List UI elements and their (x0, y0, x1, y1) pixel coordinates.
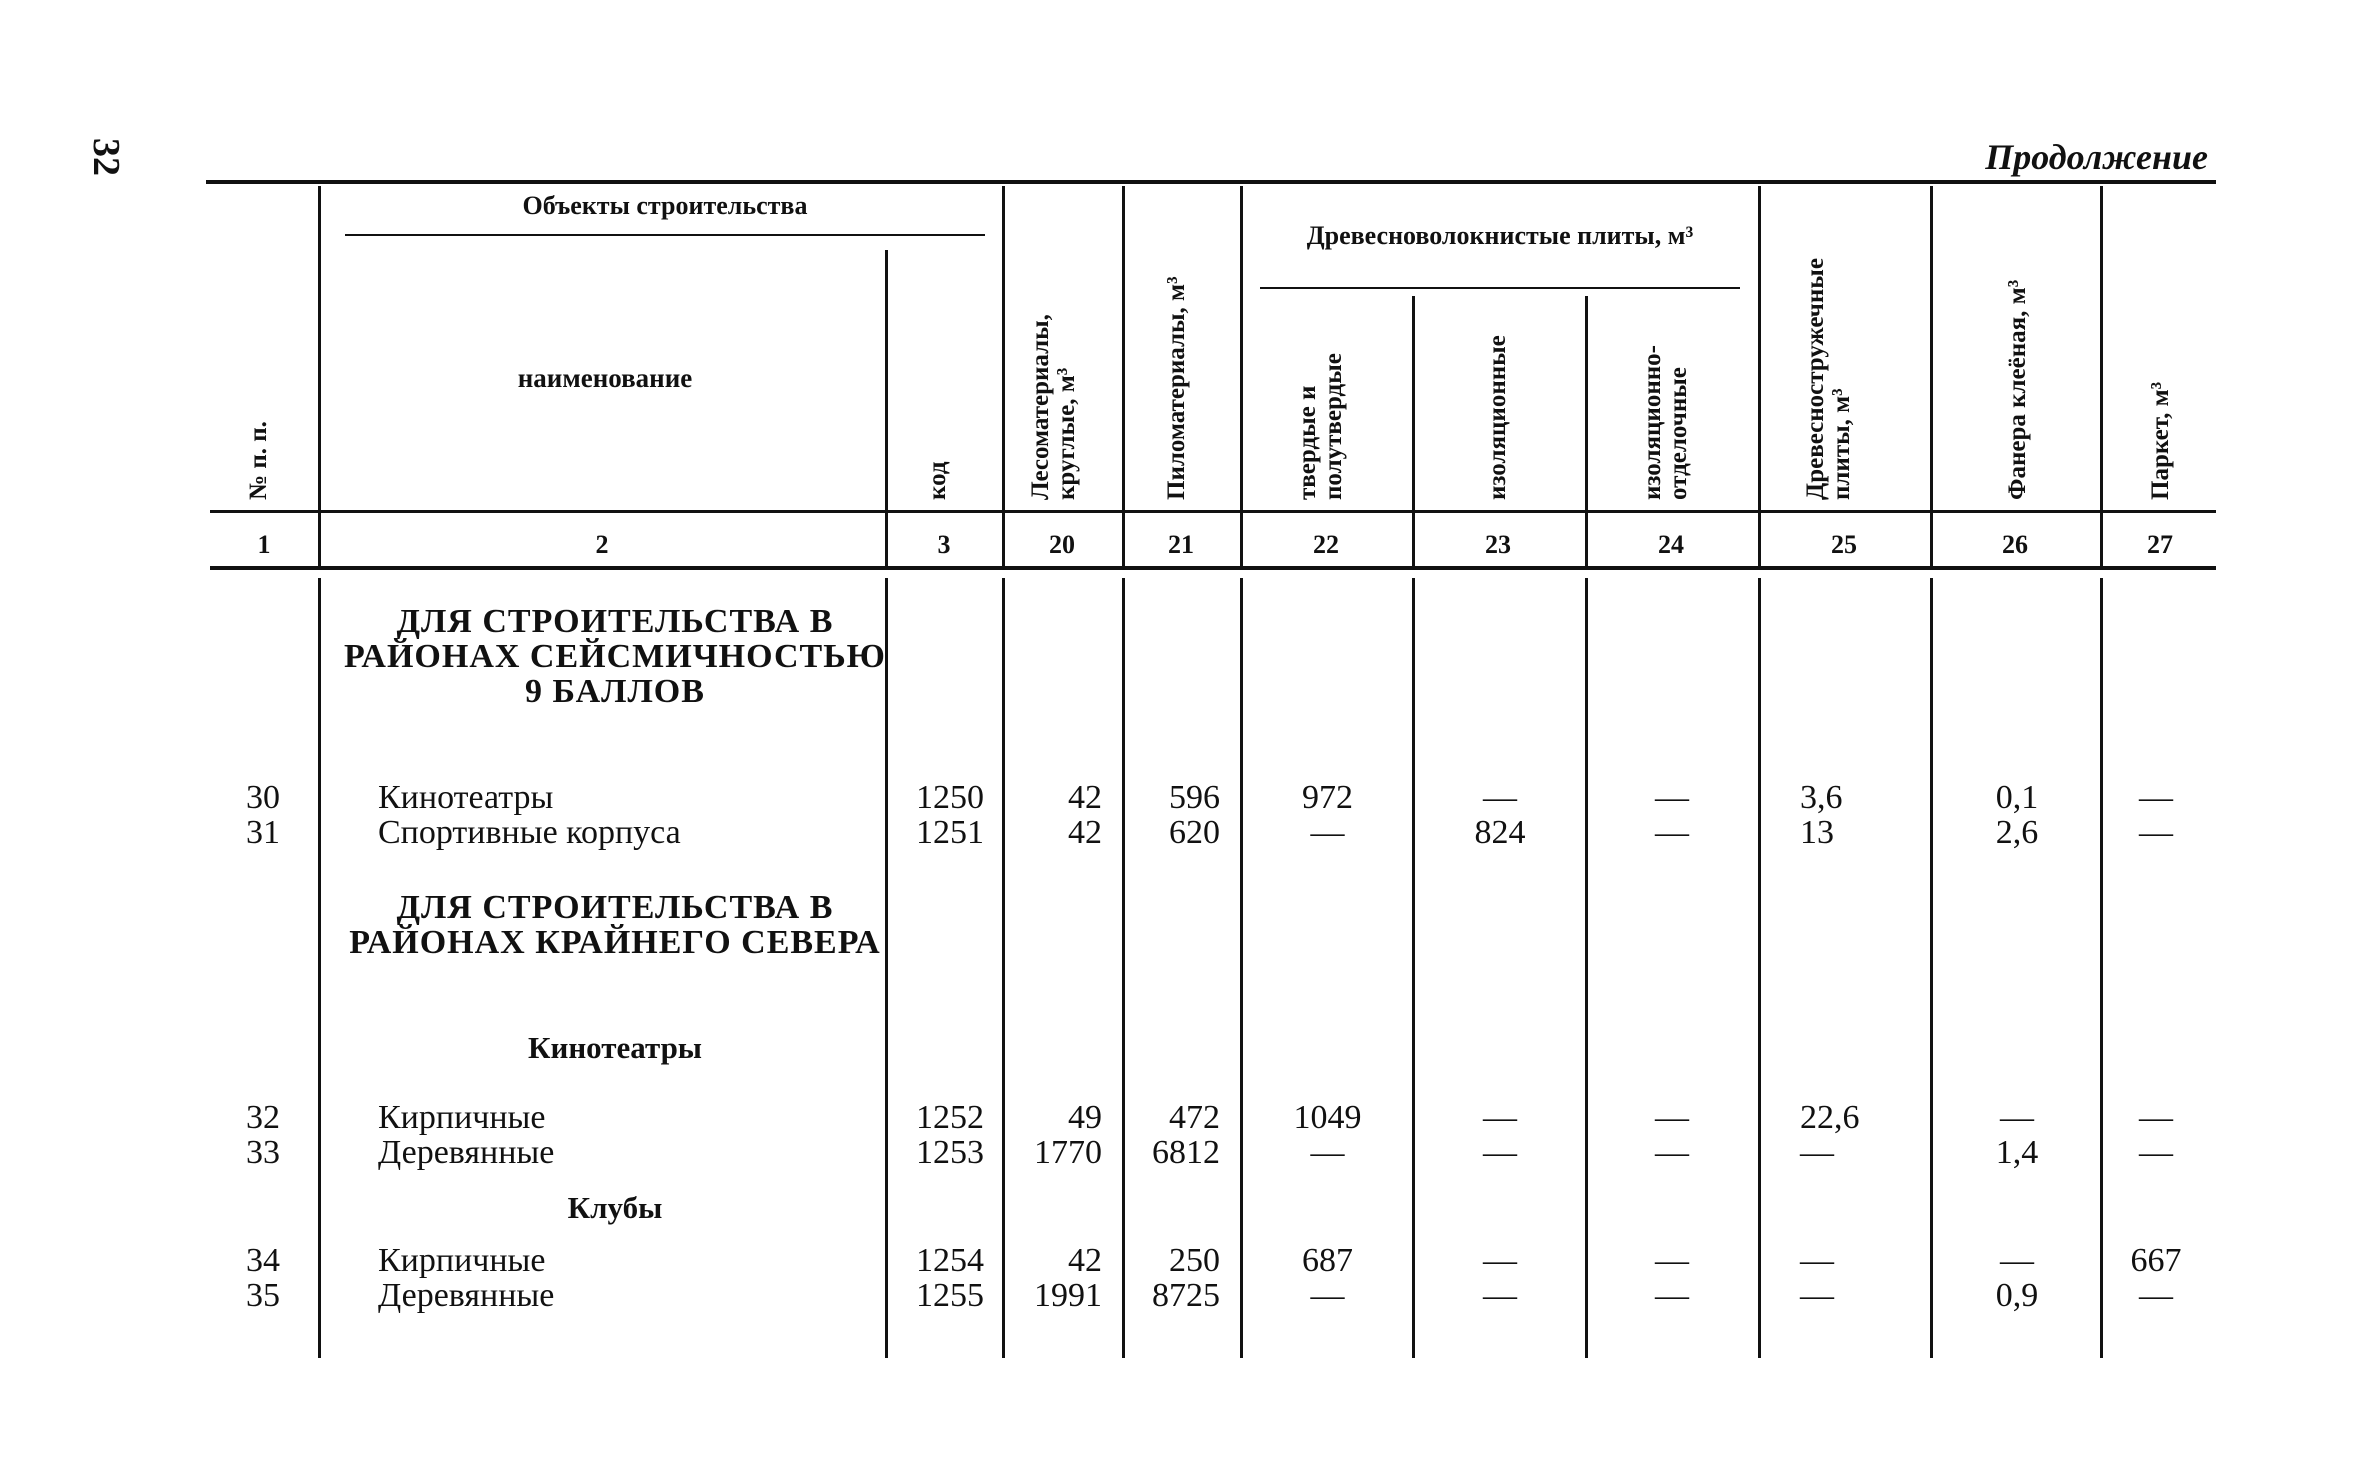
section-heading: ДЛЯ СТРОИТЕЛЬСТВА В РАЙОНАХ КРАЙНЕГО СЕВЕРА (349, 889, 881, 961)
cell-c25: — (1800, 1242, 1834, 1279)
colnum-3: 3 (937, 530, 951, 559)
cell-code: 1254 (916, 1242, 984, 1279)
cell-c26: — (2000, 1099, 2034, 1136)
cell-c24: — (1655, 1277, 1689, 1314)
cell-n: 35 (246, 1277, 280, 1314)
cell-c26: 0,9 (1995, 1277, 2039, 1314)
cell-c22: — (1310, 1134, 1345, 1171)
cell-n: 33 (246, 1134, 280, 1171)
cell-c25: — (1800, 1134, 1834, 1171)
header-col-divider (1412, 296, 1415, 566)
cell-c20: 49 (1068, 1099, 1102, 1136)
colnum-27: 27 (2147, 530, 2173, 559)
cell-c25: 3,6 (1800, 779, 1843, 816)
header-bottom-rule (210, 510, 2216, 513)
top-rule (206, 180, 2216, 184)
cell-c20: 42 (1068, 1242, 1102, 1279)
cell-code: 1255 (916, 1277, 984, 1314)
subsection-heading: Кинотеатры (527, 1030, 703, 1065)
header-col-divider (1122, 186, 1125, 566)
colnum-26: 26 (2002, 530, 2028, 559)
body-col-divider (1758, 578, 1761, 1358)
cell-name: Кирпичные (378, 1099, 546, 1136)
body-col-divider (1122, 578, 1125, 1358)
colnum-25: 25 (1831, 530, 1857, 559)
cell-c21: 8725 (1152, 1277, 1220, 1314)
cell-c22: 1049 (1293, 1099, 1362, 1136)
body-col-divider (2100, 578, 2103, 1358)
header-col-3: код (924, 461, 951, 500)
cell-c27: — (2139, 814, 2173, 851)
body-col-divider (1930, 578, 1933, 1358)
cell-c24: — (1655, 779, 1689, 816)
colnum-24: 24 (1658, 530, 1684, 559)
colnum-22: 22 (1313, 530, 1339, 559)
cell-c23: — (1483, 1099, 1517, 1136)
header-col-divider (1240, 186, 1243, 566)
cell-c27: 667 (2130, 1242, 2182, 1279)
cell-c26: 2,6 (1995, 814, 2039, 851)
header-col-25: Древесностружечные плиты, м³ (1802, 258, 1856, 500)
cell-code: 1252 (916, 1099, 984, 1136)
cell-c26: — (2000, 1242, 2034, 1279)
header-col-divider (2100, 186, 2103, 566)
colnum-20: 20 (1049, 530, 1075, 559)
cell-name: Деревянные (378, 1134, 555, 1171)
cell-n: 34 (246, 1242, 280, 1279)
cell-name: Кирпичные (378, 1242, 546, 1279)
header-col-26: Фанера клеёная, м³ (2004, 279, 2031, 500)
cell-c21: 472 (1169, 1099, 1220, 1136)
cell-code: 1253 (916, 1134, 984, 1171)
page-number: 32 (85, 138, 127, 176)
cell-c26: 0,1 (1995, 779, 2039, 816)
body-col-divider (1002, 578, 1005, 1358)
cell-c26: 1,4 (1995, 1134, 2039, 1171)
header-col-divider (885, 250, 888, 566)
cell-c22: — (1310, 814, 1345, 851)
colnum-2: 2 (595, 530, 609, 559)
header-col-1: № п. п. (245, 421, 272, 500)
cell-c25: 13 (1800, 814, 1834, 851)
cell-c21: 250 (1169, 1242, 1220, 1279)
header-col-20: Лесоматериалы, круглые, м³ (1027, 314, 1081, 500)
cell-c24: — (1655, 1134, 1689, 1171)
cell-c23: — (1483, 1277, 1517, 1314)
cell-code: 1250 (916, 779, 984, 816)
header-col-22: твердые и полутвердые (1294, 353, 1348, 500)
header-col-divider (1758, 186, 1761, 566)
body-col-divider (1585, 578, 1588, 1358)
cell-c27: — (2139, 779, 2173, 816)
subsection-heading: Клубы (567, 1190, 663, 1225)
header-col-divider (1002, 186, 1005, 566)
header-col-divider (1930, 186, 1933, 566)
colnum-1: 1 (257, 530, 271, 559)
fiberboard-group-header: Древесноволокнистые плиты, м³ (1306, 221, 1694, 250)
cell-n: 30 (246, 779, 280, 816)
cell-c23: — (1483, 1242, 1517, 1279)
cell-c24: — (1655, 814, 1689, 851)
objects-group-rule (345, 234, 985, 236)
cell-c24: — (1655, 1242, 1689, 1279)
cell-c24: — (1655, 1099, 1689, 1136)
cell-c20: 42 (1068, 814, 1102, 851)
body-col-divider (1412, 578, 1415, 1358)
cell-c23: 824 (1474, 814, 1526, 851)
body-col-divider (1240, 578, 1243, 1358)
header-col-27: Паркет, м³ (2147, 381, 2174, 500)
fiberboard-group-rule (1260, 287, 1740, 289)
cell-c21: 596 (1169, 779, 1220, 816)
cell-name: Деревянные (378, 1277, 555, 1314)
cell-c20: 1991 (1034, 1277, 1102, 1314)
cell-n: 31 (246, 814, 280, 851)
header-col-2: наименование (517, 363, 693, 393)
cell-name: Спортивные корпуса (378, 814, 681, 851)
header-col-divider (318, 186, 321, 566)
cell-code: 1251 (916, 814, 984, 851)
section-heading: ДЛЯ СТРОИТЕЛЬСТВА В РАЙОНАХ СЕЙСМИЧНОСТЬЮ 9 БАЛЛОВ (344, 603, 886, 710)
header-col-divider (1585, 296, 1588, 566)
header-col-23: изоляционные (1484, 335, 1511, 500)
cell-c27: — (2139, 1134, 2173, 1171)
objects-group-header: Объекты строительства (522, 191, 808, 220)
header-col-24: изоляционно-отделочные (1639, 345, 1693, 500)
cell-c27: — (2139, 1099, 2173, 1136)
cell-c27: — (2139, 1277, 2173, 1314)
cell-c20: 42 (1068, 779, 1102, 816)
body-col-divider (318, 578, 321, 1358)
colnum-23: 23 (1485, 530, 1511, 559)
cell-n: 32 (246, 1099, 280, 1136)
cell-c23: — (1483, 779, 1517, 816)
cell-c25: — (1800, 1277, 1834, 1314)
continued-label: Продолжение (1985, 137, 2208, 177)
cell-c23: — (1483, 1134, 1517, 1171)
cell-c21: 6812 (1152, 1134, 1220, 1171)
header-col-21: Пиломатериалы, м³ (1163, 276, 1190, 500)
cell-name: Кинотеатры (378, 779, 554, 816)
cell-c25: 22,6 (1800, 1099, 1860, 1136)
cell-c22: — (1310, 1277, 1345, 1314)
colnum-bottom-rule (210, 566, 2216, 570)
cell-c22: 687 (1302, 1242, 1353, 1279)
colnum-21: 21 (1168, 530, 1194, 559)
cell-c20: 1770 (1034, 1134, 1102, 1171)
cell-c21: 620 (1169, 814, 1220, 851)
cell-c22: 972 (1302, 779, 1353, 816)
